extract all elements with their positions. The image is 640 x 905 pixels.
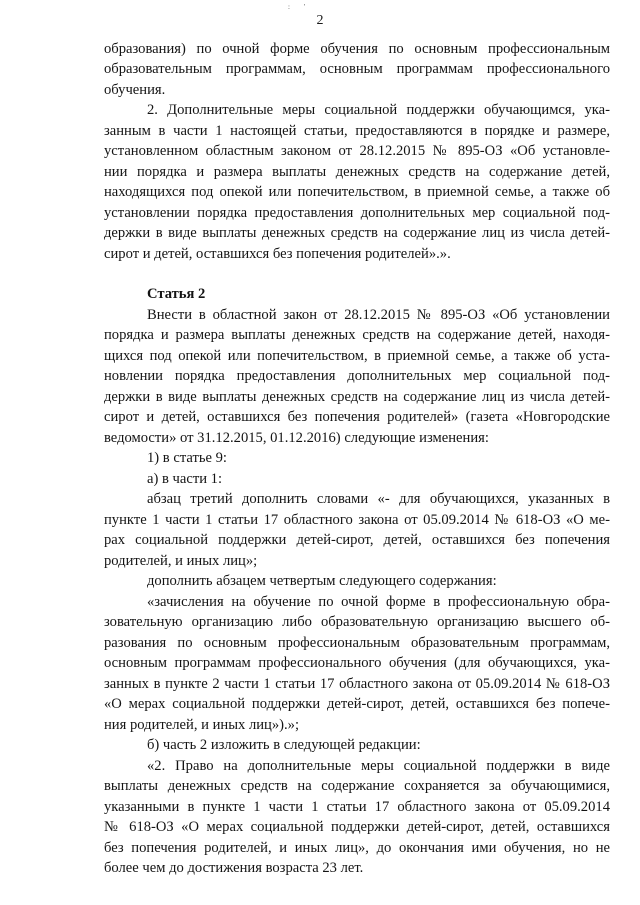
- text-line: пункте 1 части 1 статьи 17 областного закона от 05.09.2014 № 618-ОЗ «О ме-: [104, 512, 610, 528]
- text-line: без попечения родителей, и иных лиц», до окончания ими обучения, но не: [104, 840, 610, 856]
- text-line: сирот и детей, оставшихся без попечения родителей».».: [104, 246, 451, 262]
- text-line: образовательным программам, основным программам профессионального: [104, 61, 610, 77]
- text-line: выплаты денежных средств на содержание сохраняется за обучающимися,: [104, 778, 610, 794]
- text-line: № 618-ОЗ «О мерах социальной поддержки детей-сирот, детей, оставшихся: [104, 819, 610, 835]
- text-line: б) часть 2 изложить в следующей редакции:: [147, 737, 421, 753]
- scan-mark: ': [304, 3, 306, 11]
- text-line: родителей, и иных лиц»;: [104, 553, 258, 569]
- text-line: зовательную организацию либо образовательную организацию высшего об-: [104, 614, 610, 630]
- text-line: нии порядка и размера выплаты денежных средств на содержание детей,: [104, 164, 610, 180]
- text-line: абзац третий дополнить словами «- для обучающихся, указанных в: [147, 491, 610, 507]
- text-line: установленном областным законом от 28.12.2015 № 895-ОЗ «Об установле-: [104, 143, 610, 159]
- page-number: 2: [316, 13, 324, 28]
- text-line: более чем до достижения возраста 23 лет.: [104, 860, 364, 876]
- text-line: сирот и детей, оставшихся без попечения родителей» (газета «Новгородские: [104, 409, 610, 425]
- text-line: новлении порядка предоставления дополнительных мер социальной под-: [104, 368, 610, 384]
- text-line: ния родителей, и иных лиц»).»;: [104, 717, 299, 733]
- text-line: а) в части 1:: [147, 471, 223, 487]
- article-heading: Статья 2: [147, 286, 206, 302]
- text-line: занных в пункте 2 части 1 статьи 17 областного закона от 05.09.2014 № 618-ОЗ: [104, 676, 610, 692]
- text-line: находящихся под опекой или попечительством, в приемной семье, а также об: [104, 184, 610, 200]
- text-line: рах социальной поддержки детей-сирот, детей, оставшихся без попечения: [104, 532, 610, 548]
- text-line: держки в виде выплаты денежных средств на содержание лиц из числа детей-: [104, 389, 610, 405]
- text-line: держки в виде выплаты денежных средств на содержание лиц из числа детей-: [104, 225, 610, 241]
- text-line: дополнить абзацем четвертым следующего содержания:: [147, 573, 497, 589]
- text-line: указанными в пункте 1 части 1 статьи 17 областного закона от 05.09.2014: [104, 799, 610, 815]
- text-line: «О мерах социальной поддержки детей-сирот, детей, оставшихся без попече-: [104, 696, 610, 712]
- text-line: щихся под опекой или попечительством, в приемной семье, а также об уста-: [104, 348, 610, 364]
- text-line: «зачисления на обучение по очной форме в профессиональную обра-: [147, 594, 610, 610]
- text-line: занным в части 1 настоящей статьи, предоставляются в порядке и размере,: [104, 123, 610, 139]
- text-line: Внести в областной закон от 28.12.2015 № 895-ОЗ «Об установлении: [147, 307, 610, 323]
- text-line: установлении порядка предоставления дополнительных мер социальной под-: [104, 205, 610, 221]
- text-line: порядка и размера выплаты денежных средств на содержание детей, находя-: [104, 327, 610, 343]
- text-line: ведомости» от 31.12.2015, 01.12.2016) следующие изменения:: [104, 430, 489, 446]
- text-line: 2. Дополнительные меры социальной поддержки обучающимся, ука-: [147, 102, 610, 118]
- text-line: 1) в статье 9:: [147, 450, 227, 466]
- text-line: «2. Право на дополнительные меры социальной поддержки в виде: [147, 758, 610, 774]
- text-line: образования) по очной форме обучения по основным профессиональным: [104, 41, 610, 57]
- scan-mark: :: [288, 3, 290, 11]
- text-line: обучения.: [104, 82, 166, 98]
- text-line: разования по основным профессиональным образовательным программам,: [104, 635, 610, 651]
- text-line: основным программам профессионального обучения (для обучающихся, ука-: [104, 655, 610, 671]
